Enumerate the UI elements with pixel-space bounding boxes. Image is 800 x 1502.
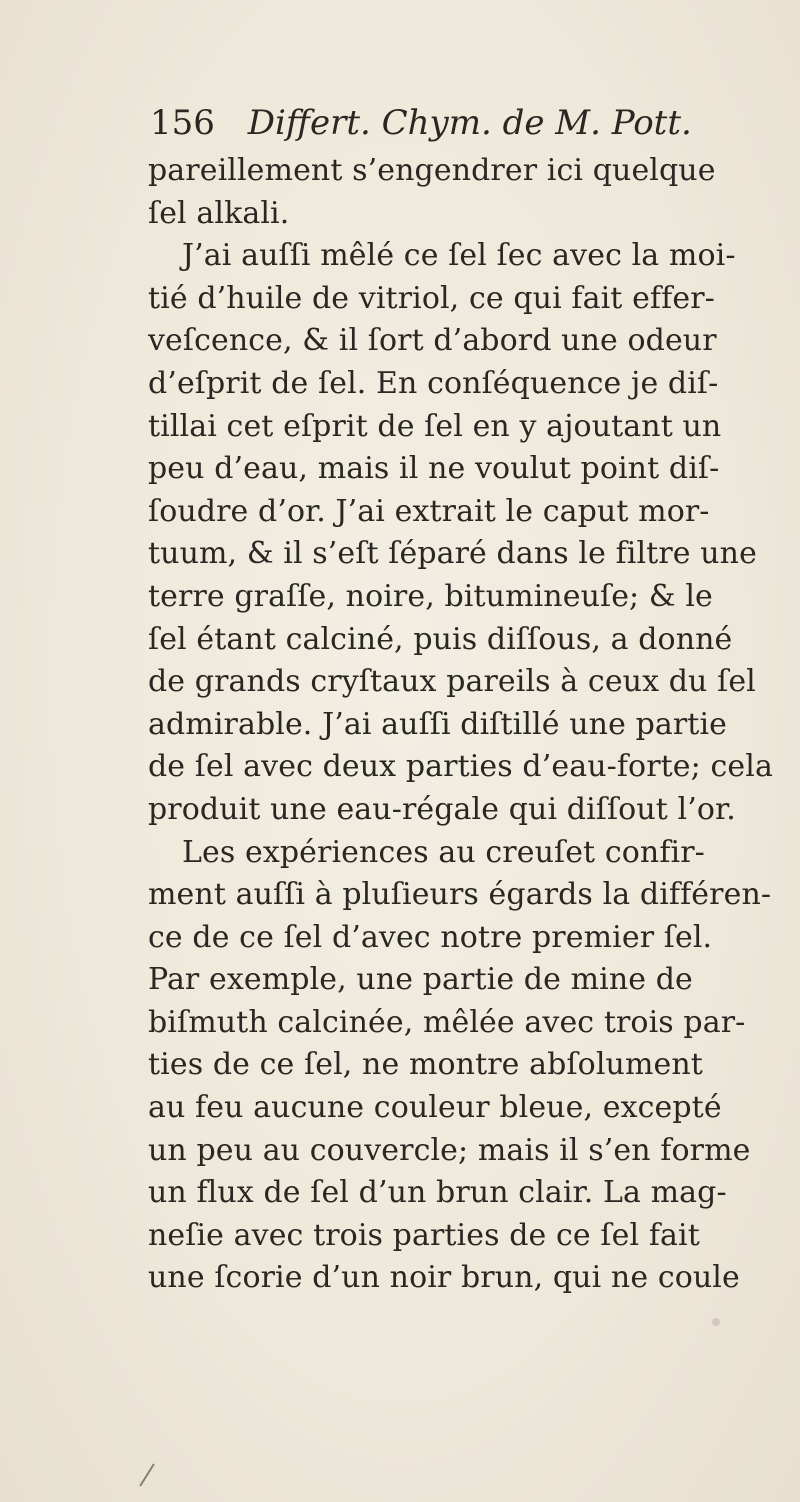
text-line: un flux de ſel d’un brun clair. La mag-: [148, 1175, 727, 1211]
page-header: [150, 98, 750, 148]
text-line: tillai cet eſprit de ſel en y ajoutant un: [148, 408, 722, 444]
running-title: Differt. Chym. de M. Pott.: [247, 103, 692, 143]
text-line: admirable. J’ai auſſi diſtillé une partie: [148, 706, 728, 742]
text-line: produit une eau-régale qui diſſout l’or.: [148, 791, 736, 827]
text-line: ment auſſi à pluſieurs égards la différen-: [148, 877, 772, 913]
text-line: une ſcorie d’un noir brun, qui ne coule: [148, 1260, 740, 1296]
text-line: Les expériences au creuſet confir-: [182, 834, 705, 870]
text-line: neſie avec trois parties de ce ſel fait: [148, 1217, 700, 1253]
text-line: de ſel avec deux parties d’eau-forte; cela: [148, 749, 773, 785]
text-line: Par exemple, une partie de mine de: [148, 962, 693, 998]
text-line: tuum, & il s’eſt ſéparé dans le filtre une: [148, 536, 757, 572]
text-line: veſcence, & il ſort d’abord une odeur: [148, 323, 717, 359]
stray-ink-mark: [139, 1463, 154, 1486]
text-line: au feu aucune couleur bleue, excepté: [148, 1090, 722, 1126]
text-line: ties de ce ſel, ne montre abſolument: [148, 1047, 703, 1083]
text-line: d’eſprit de ſel. En conſéquence je diſ-: [148, 365, 719, 401]
body-text: [148, 150, 776, 1300]
text-line: ſel étant calciné, puis diſſous, a donné: [148, 621, 733, 657]
text-line: pareillement s’engendrer ici quelque: [148, 153, 716, 188]
text-line: ce de ce ſel d’avec notre premier ſel.: [148, 919, 713, 955]
text-line: J’ai auſſi mêlé ce ſel ſec avec la moi-: [182, 238, 736, 274]
paper-speck: [712, 1318, 720, 1326]
text-line: terre graſſe, noire, bitumineuſe; & le: [148, 578, 713, 614]
text-line: ſoudre d’or. J’ai extrait le caput mor-: [148, 493, 710, 529]
page-number: 156: [150, 103, 215, 143]
text-line: tié d’huile de vitriol, ce qui fait effer-: [148, 280, 715, 316]
text-line: de grands cryſtaux pareils à ceux du ſel: [148, 664, 756, 700]
text-line: un peu au couvercle; mais il s’en forme: [148, 1132, 751, 1168]
text-line: biſmuth calcinée, mêlée avec trois par-: [148, 1004, 746, 1040]
text-line: peu d’eau, mais il ne voulut point diſ-: [148, 451, 720, 487]
text-line: ſel alkali.: [148, 195, 290, 231]
